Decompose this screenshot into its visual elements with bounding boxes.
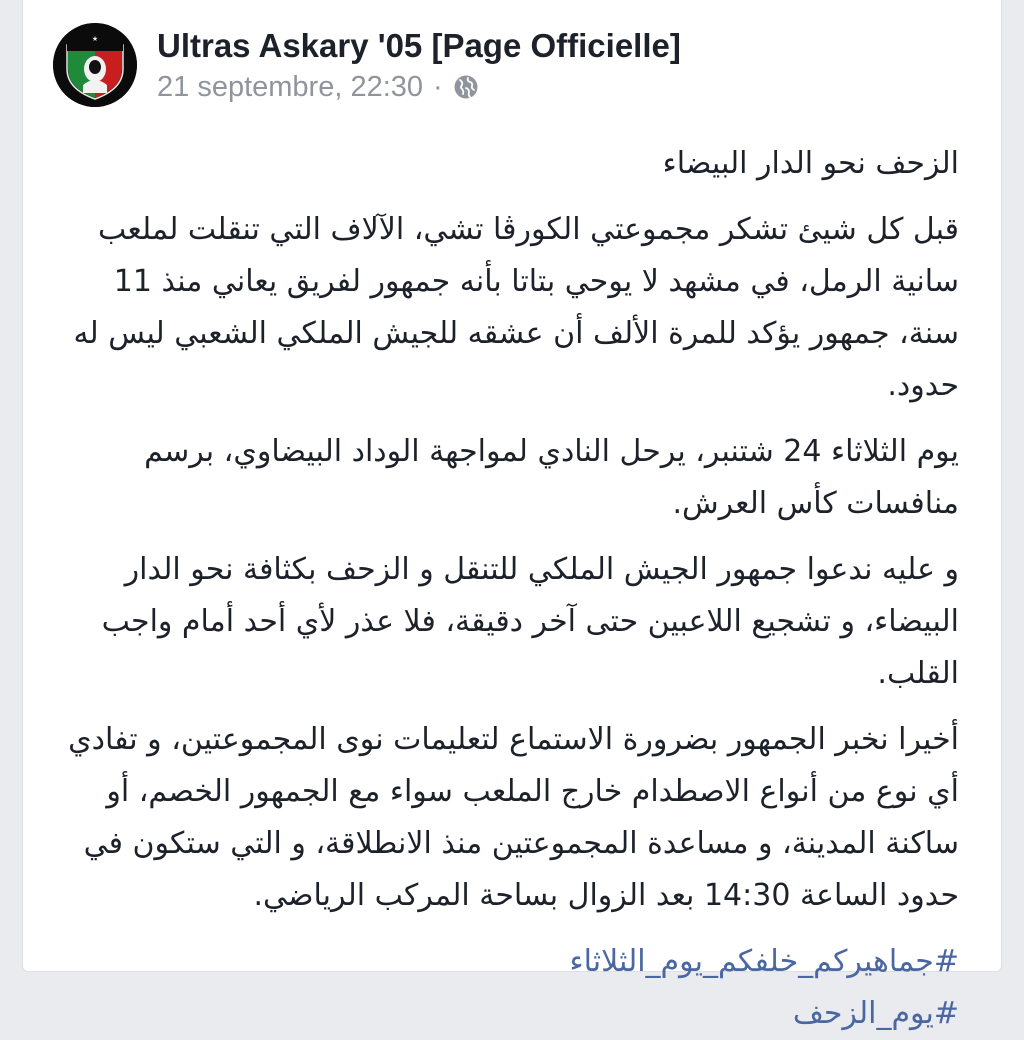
post-meta	[157, 26, 681, 104]
svg-text:★: ★	[91, 35, 99, 43]
post-card	[22, 0, 1002, 1031]
globe-icon[interactable]	[453, 74, 479, 100]
post-paragraph: يوم الثلاثاء 24 شتنبر، يرحل النادي لمواجهة الوداد البيضاوي، برسم منافسات كأس العرش.	[144, 434, 959, 521]
hashtag-link[interactable]: #جماهيركم_خلفكم_يوم_الثلاثاء	[569, 944, 959, 979]
page-avatar[interactable]	[53, 23, 137, 107]
post-body	[63, 138, 959, 1040]
hashtag-link[interactable]: #يوم_الزحف	[792, 996, 959, 1031]
timestamp-row	[157, 70, 681, 104]
post-paragraph-title: الزحف نحو الدار البيضاء	[662, 146, 959, 181]
meta-separator: ·	[433, 71, 443, 103]
post-paragraph: أخيرا نخبر الجمهور بضرورة الاستماع لتعليمات نوى المجموعتين، و تفادي أي نوع من أنواع الاصطدام خارج الملعب سواء مع الجمهور الخصم، أو ساكنة المدينة، و مساعدة المجموعتين منذ الانطلاقة، و التي ستكون في حدود الساعة 14:30 بعد الزوال بساحة المركب الرياضي.	[68, 722, 959, 913]
post-paragraph: قبل كل شيئ تشكر مجموعتي الكورڤا تشي، الآلاف التي تنقلت لملعب سانية الرمل، في مشهد لا يوحي بتاتا بأنه جمهور لفريق يعاني منذ 11 سنة، جمهور يؤكد للمرة الألف أن عشقه للجيش الملكي الشعبي ليس له حدود.	[73, 212, 959, 403]
post-header	[53, 20, 681, 110]
post-timestamp[interactable]: 21 septembre, 22:30	[157, 71, 424, 103]
post-paragraph: و عليه ندعوا جمهور الجيش الملكي للتنقل و الزحف بكثافة نحو الدار البيضاء، و تشجيع اللاعبين حتى آخر دقيقة، فلا عذر لأي أحد أمام واجب القلب.	[101, 552, 959, 691]
page-name-link[interactable]: Ultras Askary '05 [Page Officielle]	[157, 27, 681, 64]
ultras-logo-icon	[53, 23, 137, 107]
